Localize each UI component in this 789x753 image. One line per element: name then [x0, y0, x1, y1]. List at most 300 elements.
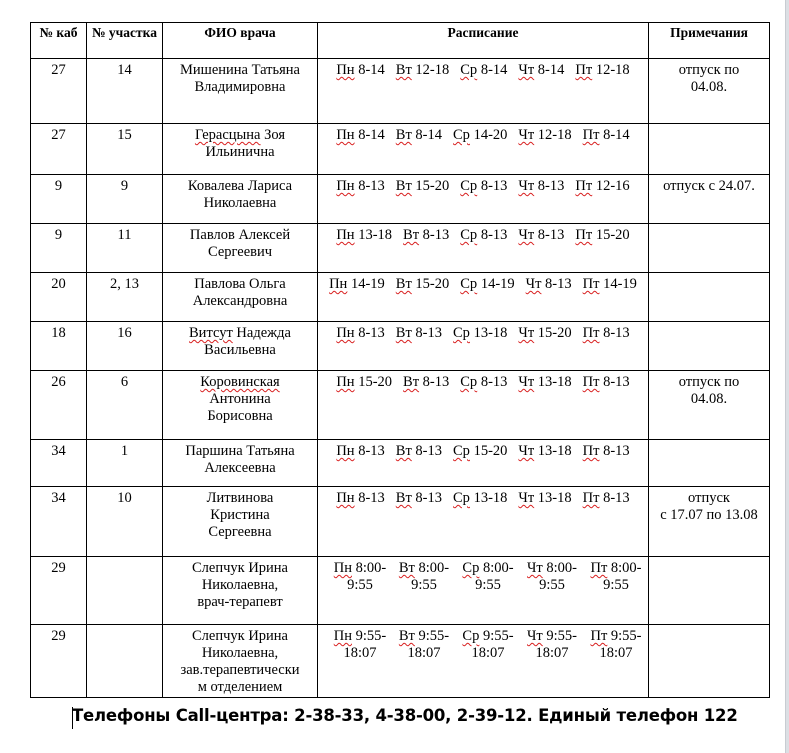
district-number: 1: [120, 443, 129, 459]
schedule-day: [583, 374, 630, 391]
schedule-cell: [318, 273, 649, 322]
call-center-phones: Телефоны Call-центра: 2-38-33, 4-38-00, 2-39-12. Единый телефон 122: [72, 706, 738, 725]
doctor-name-cell: [163, 124, 318, 175]
day-name: Ср: [453, 443, 470, 459]
schedule-day: [396, 276, 449, 293]
doctor-name-cell: [163, 175, 318, 224]
note-line: 04.08.: [690, 391, 728, 407]
day-name: Пн: [336, 374, 355, 390]
table-header-row: [31, 23, 770, 59]
room-cell: [31, 59, 87, 124]
day-hours: 8-14: [603, 127, 630, 143]
day-name: Чт: [518, 127, 535, 143]
day-name: Чт: [518, 490, 535, 506]
schedule-day: [403, 374, 449, 391]
schedule-day: [456, 628, 520, 662]
room-number: 29: [51, 560, 66, 576]
day-name: Пт: [590, 560, 608, 576]
day-name: Пн: [329, 276, 348, 292]
room-number: 34: [51, 443, 66, 459]
note-line: 04.08.: [690, 79, 728, 95]
day-hours: 9:55-18:07: [599, 628, 642, 661]
district-cell: [87, 440, 163, 487]
note-line: отпуск по: [678, 62, 740, 78]
schedule-day: [518, 227, 564, 244]
day-name: Вт: [398, 628, 415, 644]
doctor-name-line: м отделением: [197, 679, 283, 695]
room-number: 9: [54, 178, 63, 194]
district-cell: [87, 371, 163, 440]
room-cell: [31, 124, 87, 175]
day-hours: 12-18: [537, 127, 572, 143]
header-room-label: № каб: [39, 25, 78, 40]
room-number: 27: [51, 127, 66, 143]
schedule-grid: [328, 628, 648, 662]
day-hours: 8-14: [358, 62, 385, 78]
schedule-day: [336, 127, 384, 144]
day-name: Пт: [582, 127, 600, 143]
doctor-name-line: Кристина: [210, 507, 270, 523]
day-hours: 8-13: [480, 227, 508, 243]
doctor-name-line: Паршина Татьяна: [185, 443, 295, 459]
doctor-name-line: Антонина: [209, 391, 271, 407]
note-cell: [649, 440, 770, 487]
misspelled-word: Герасцына: [194, 127, 261, 143]
schedule-day: [575, 62, 629, 79]
schedule-day: [453, 490, 507, 507]
schedule-day: [336, 62, 384, 79]
header-doctor: [163, 23, 318, 59]
day-name: Ср: [462, 560, 480, 576]
schedule-day: [518, 490, 571, 507]
day-name: Пн: [336, 127, 355, 143]
day-hours: 15-20: [595, 227, 630, 243]
day-name: Чт: [527, 560, 543, 576]
schedule-day: [336, 227, 392, 244]
header-district: [87, 23, 163, 59]
doctor-name-line: Сергеевич: [207, 244, 273, 260]
day-name: Вт: [398, 560, 415, 576]
schedule-day: [329, 276, 385, 293]
day-name: Ср: [460, 178, 478, 194]
schedule-day: [403, 227, 449, 244]
schedule-cell: [318, 322, 649, 371]
room-cell: [31, 322, 87, 371]
day-hours: 13-18: [473, 325, 508, 341]
room-cell: [31, 487, 87, 557]
day-name: Чт: [518, 178, 535, 194]
doctor-name-line: Борисовна: [207, 408, 273, 424]
day-name: Вт: [395, 276, 412, 292]
doctor-name-line: [163, 374, 317, 391]
table-row: [31, 175, 770, 224]
day-name: Ср: [460, 276, 478, 292]
schedule-day: [336, 374, 392, 391]
doctor-name-cell: [163, 273, 318, 322]
schedule-cell: [318, 124, 649, 175]
schedule-cell: [318, 557, 649, 625]
day-name: Вт: [403, 374, 420, 390]
doctor-name-line: Литвинова: [206, 490, 274, 506]
schedule-day: [396, 127, 442, 144]
day-hours: 9:55-18:07: [535, 628, 577, 661]
room-cell: [31, 625, 87, 698]
day-name: Ср: [460, 374, 478, 390]
header-schedule: [318, 23, 649, 59]
day-hours: 8-13: [603, 443, 630, 459]
schedule-day: [396, 443, 442, 460]
day-name: Чт: [527, 628, 543, 644]
schedule-day: [575, 227, 629, 244]
day-hours: 8-13: [422, 227, 450, 243]
day-name: Пн: [336, 62, 355, 78]
doctor-name-cell: [163, 440, 318, 487]
day-name: Вт: [395, 443, 412, 459]
schedule-day: [518, 374, 571, 391]
note-cell: [649, 124, 770, 175]
page-edge: [785, 0, 789, 753]
schedule-day: [460, 374, 507, 391]
day-hours: 14-19: [350, 276, 385, 292]
day-hours: 14-19: [480, 276, 515, 292]
table-row: [31, 273, 770, 322]
day-hours: 8-13: [358, 178, 385, 194]
schedule-day: [453, 325, 507, 342]
day-name: Пт: [582, 325, 600, 341]
schedule-day: [456, 560, 520, 594]
day-hours: 8-14: [480, 62, 508, 78]
header-doctor-label: ФИО врача: [204, 25, 276, 40]
table-row: [31, 224, 770, 273]
day-name: Пт: [575, 227, 593, 243]
day-name: Чт: [525, 276, 542, 292]
district-cell: [87, 487, 163, 557]
district-number: 2, 13: [110, 276, 139, 292]
day-name: Ср: [453, 325, 470, 341]
day-hours: 15-20: [473, 443, 508, 459]
day-name: Пн: [336, 325, 355, 341]
schedule-day: [583, 490, 630, 507]
doctor-name-line: Ковалева Лариса: [187, 178, 293, 194]
note-cell: [649, 322, 770, 371]
schedule-day: [453, 127, 507, 144]
doctor-name-line: Васильевна: [204, 342, 276, 358]
schedule-day: [460, 62, 507, 79]
day-name: Пт: [582, 443, 600, 459]
schedule-cell: [318, 175, 649, 224]
schedule-day: [575, 178, 629, 195]
room-number: 18: [51, 325, 66, 341]
doctor-name-line: Сергеевна: [208, 524, 272, 540]
day-name: Чт: [518, 325, 535, 341]
day-hours: 13-18: [537, 374, 572, 390]
day-hours: 8-14: [415, 127, 443, 143]
schedule-cell: [318, 625, 649, 698]
district-number: 10: [117, 490, 132, 506]
day-hours: 8-14: [537, 62, 565, 78]
room-number: 26: [51, 374, 66, 390]
schedule-day: [336, 325, 384, 342]
day-name: Пт: [575, 178, 593, 194]
day-name: Чт: [518, 62, 535, 78]
day-name: Вт: [395, 127, 412, 143]
day-hours: 8:00-9:55: [475, 560, 514, 593]
day-hours: 8-13: [358, 325, 385, 341]
room-cell: [31, 440, 87, 487]
schedule-day: [392, 560, 456, 594]
day-name: Пт: [582, 276, 600, 292]
district-number: 16: [117, 325, 132, 341]
header-notes: [649, 23, 770, 59]
note-cell: [649, 371, 770, 440]
schedule-day: [583, 325, 630, 342]
table-row: [31, 124, 770, 175]
day-name: Вт: [395, 178, 412, 194]
day-hours: 8-13: [358, 490, 385, 506]
table-row: [31, 557, 770, 625]
header-schedule-label: Расписание: [447, 25, 519, 40]
doctor-name-line: Владимировна: [194, 79, 286, 95]
schedule-cell: [318, 59, 649, 124]
day-name: Ср: [460, 62, 478, 78]
schedule-day: [460, 227, 507, 244]
header-district-label: № участка: [91, 25, 157, 40]
table-row: [31, 440, 770, 487]
day-hours: 8-13: [358, 443, 385, 459]
day-hours: 8-13: [480, 374, 508, 390]
room-number: 34: [51, 490, 66, 506]
table-row: [31, 625, 770, 698]
schedule-grid: [328, 560, 648, 594]
schedule-cell: [318, 371, 649, 440]
day-hours: 13-18: [537, 490, 572, 506]
doctor-name-line: Мишенина Татьяна: [180, 62, 300, 78]
note-cell: [649, 625, 770, 698]
note-cell: [649, 59, 770, 124]
doctor-name-line: Герасцына Зоя: [194, 127, 286, 143]
day-name: Пт: [575, 62, 593, 78]
schedule-day: [396, 325, 442, 342]
day-name: Ср: [462, 628, 480, 644]
day-name: Пн: [333, 560, 352, 576]
doctor-name-line: Павлов Алексей: [189, 227, 291, 243]
doctor-name-line: Алексеевна: [204, 460, 276, 476]
schedule-day: [396, 178, 449, 195]
room-number: 27: [51, 62, 66, 78]
note-line: отпуск: [688, 490, 730, 506]
day-hours: 12-16: [595, 178, 630, 194]
room-cell: [31, 224, 87, 273]
day-name: Чт: [518, 227, 535, 243]
day-hours: 8-13: [415, 490, 443, 506]
day-name: Чт: [518, 374, 535, 390]
doctor-name-line: Ильинична: [205, 144, 275, 160]
schedule-day: [328, 628, 392, 662]
day-hours: 8-13: [537, 227, 565, 243]
district-number: 11: [117, 227, 132, 243]
schedule-day: [396, 62, 449, 79]
district-number: 14: [117, 62, 132, 78]
room-number: 29: [51, 628, 66, 644]
note-line: отпуск с 24.07.: [663, 178, 755, 194]
note-cell: [649, 273, 770, 322]
schedule-day: [518, 127, 571, 144]
day-hours: 8-13: [480, 178, 508, 194]
day-hours: 9:55-18:07: [407, 628, 450, 661]
day-name: Вт: [395, 62, 412, 78]
day-hours: 14-20: [473, 127, 508, 143]
day-hours: 8-14: [358, 127, 385, 143]
note-cell: [649, 175, 770, 224]
doctor-name-cell: [163, 322, 318, 371]
day-hours: 13-18: [537, 443, 572, 459]
day-name: Вт: [395, 325, 412, 341]
doctor-name-cell: [163, 487, 318, 557]
day-hours: 13-18: [358, 227, 393, 243]
doctor-name-line: Слепчук Ирина: [192, 628, 288, 644]
district-number: 9: [120, 178, 129, 194]
schedule-day: [520, 628, 584, 662]
note-cell: [649, 487, 770, 557]
schedule-cell: [318, 487, 649, 557]
doctor-schedule-table: [30, 22, 770, 698]
schedule-day: [518, 62, 564, 79]
misspelled-word: Витсут: [189, 325, 233, 341]
day-name: Пн: [336, 443, 355, 459]
doctor-name-cell: [163, 557, 318, 625]
note-cell: [649, 557, 770, 625]
doctor-name-cell: [163, 59, 318, 124]
day-name: Пн: [336, 227, 355, 243]
day-name: Ср: [453, 490, 470, 506]
misspelled-word: Коровинская: [200, 374, 280, 390]
day-name: Чт: [518, 443, 535, 459]
schedule-day: [336, 443, 384, 460]
day-name: Вт: [403, 227, 420, 243]
doctor-name-cell: [163, 625, 318, 698]
schedule-day: [392, 628, 456, 662]
day-hours: 9:55-18:07: [471, 628, 514, 661]
district-cell: [87, 224, 163, 273]
district-number: 6: [120, 374, 129, 390]
schedule-day: [584, 628, 648, 662]
schedule-day: [583, 127, 630, 144]
day-name: Вт: [395, 490, 412, 506]
doctor-name-cell: [163, 371, 318, 440]
note-line: с 17.07 по 13.08: [660, 507, 758, 523]
schedule-cell: [318, 224, 649, 273]
district-cell: [87, 175, 163, 224]
table-row: [31, 487, 770, 557]
schedule-day: [583, 276, 637, 293]
table-row: [31, 371, 770, 440]
header-notes-label: Примечания: [670, 25, 748, 40]
doctor-name-line: Николаевна,: [201, 577, 279, 593]
day-hours: 8-13: [415, 443, 443, 459]
schedule-day: [453, 443, 507, 460]
day-name: Ср: [453, 127, 470, 143]
doctor-name-line: врач-терапевт: [197, 594, 283, 610]
day-hours: 15-20: [415, 178, 450, 194]
schedule-day: [328, 560, 392, 594]
doctor-name-cell: [163, 224, 318, 273]
schedule-day: [336, 490, 384, 507]
schedule-day: [396, 490, 442, 507]
doctor-name-line: Николаевна: [203, 195, 277, 211]
schedule-day: [583, 443, 630, 460]
room-cell: [31, 371, 87, 440]
day-hours: 8-13: [603, 374, 630, 390]
day-hours: 8-13: [537, 178, 565, 194]
doctor-name-line: Витсут Надежда: [189, 325, 291, 341]
day-hours: 8-13: [545, 276, 572, 292]
schedule-day: [526, 276, 572, 293]
schedule-day: [460, 276, 514, 293]
day-name: Пн: [336, 490, 355, 506]
day-hours: 12-18: [595, 62, 630, 78]
schedule-day: [518, 178, 564, 195]
note-line: отпуск по: [678, 374, 740, 390]
doctor-name-line: Слепчук Ирина: [192, 560, 288, 576]
day-hours: 12-18: [415, 62, 450, 78]
table-row: [31, 322, 770, 371]
day-name: Пт: [582, 374, 600, 390]
schedule-day: [584, 560, 648, 594]
day-hours: 14-19: [603, 276, 637, 292]
room-number: 20: [51, 276, 66, 292]
district-number: 15: [117, 127, 132, 143]
day-name: Пт: [582, 490, 600, 506]
day-hours: 15-20: [415, 276, 450, 292]
schedule-day: [520, 560, 584, 594]
day-hours: 9:55-18:07: [343, 628, 387, 661]
day-hours: 13-18: [473, 490, 508, 506]
schedule-cell: [318, 440, 649, 487]
district-cell: [87, 124, 163, 175]
day-name: Пн: [336, 178, 355, 194]
room-number: 9: [54, 227, 63, 243]
day-hours: 8-13: [422, 374, 450, 390]
day-hours: 15-20: [358, 374, 393, 390]
doctor-name-line: Николаевна,: [201, 645, 279, 661]
schedule-day: [518, 443, 571, 460]
table-row: [31, 59, 770, 124]
day-hours: 8:00-9:55: [347, 560, 387, 593]
schedule-day: [336, 178, 384, 195]
day-hours: 8-13: [415, 325, 443, 341]
day-hours: 8-13: [603, 325, 630, 341]
schedule-day: [460, 178, 507, 195]
header-room: [31, 23, 87, 59]
doctor-name-line: Павлова Ольга: [194, 276, 286, 292]
doctor-name-line: Александровна: [192, 293, 288, 309]
day-hours: 8-13: [603, 490, 630, 506]
district-cell: [87, 59, 163, 124]
note-cell: [649, 224, 770, 273]
room-cell: [31, 175, 87, 224]
day-name: Пт: [590, 628, 608, 644]
day-hours: 8:00-9:55: [411, 560, 450, 593]
day-name: Пн: [333, 628, 352, 644]
day-hours: 15-20: [537, 325, 572, 341]
schedule-day: [518, 325, 571, 342]
day-hours: 8:00-9:55: [603, 560, 642, 593]
room-cell: [31, 557, 87, 625]
doctor-name-line: зав.терапевтически: [180, 662, 300, 678]
day-name: Ср: [460, 227, 478, 243]
day-hours: 8:00-9:55: [539, 560, 577, 593]
district-cell: [87, 557, 163, 625]
